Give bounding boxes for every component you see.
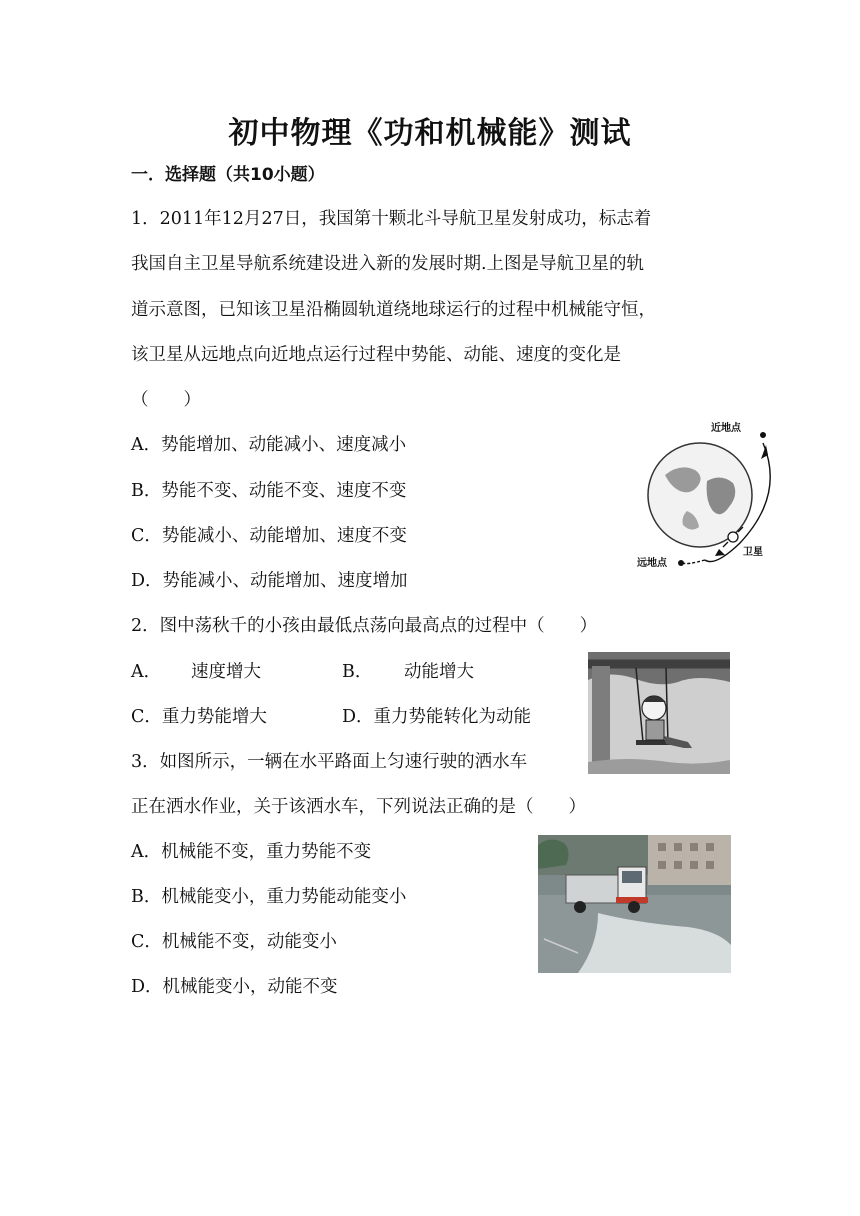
satellite-label: 卫星 xyxy=(743,547,763,558)
section-heading: 一．选择题（共10小题） xyxy=(131,165,325,185)
q1-line-2: 我国自主卫星导航系统建设进入新的发展时期.上图是导航卫星的轨 xyxy=(131,254,645,274)
q2-option-a-letter: A． xyxy=(131,662,162,682)
q1-answer-blank: （ ） xyxy=(131,390,201,410)
orbit-path-dashed xyxy=(683,560,705,564)
water-truck-figure xyxy=(538,835,731,973)
q3-option-b: B．机械能变小，重力势能动能变小 xyxy=(131,887,407,907)
q2-option-b-letter: B． xyxy=(342,662,373,682)
orbit-arrow-icon xyxy=(715,549,725,556)
q2-option-d: D．重力势能转化为动能 xyxy=(342,707,532,727)
swing-figure xyxy=(588,652,730,774)
perigee-label: 近地点 xyxy=(711,423,741,434)
child-body xyxy=(646,720,664,740)
satellite-orbit-figure xyxy=(635,415,785,575)
building xyxy=(648,835,731,885)
q1-option-a: A．势能增加、动能减小、速度减小 xyxy=(131,435,407,455)
q2-stem: 2．图中荡秋千的小孩由最低点荡向最高点的过程中（ ） xyxy=(131,616,598,636)
q1-option-b: B．势能不变、动能不变、速度不变 xyxy=(131,481,407,501)
q1-option-d: D．势能减小、动能增加、速度增加 xyxy=(131,571,408,591)
tree-trunk xyxy=(592,666,610,774)
q3-option-c: C．机械能不变，动能变小 xyxy=(131,932,337,952)
tree-shape xyxy=(538,839,569,869)
page-title: 初中物理《功和机械能》测试 xyxy=(228,116,632,151)
q2-option-b-text: 动能增大 xyxy=(404,662,474,682)
q1-option-c: C．势能减小、动能增加、速度不变 xyxy=(131,526,407,546)
q2-option-c: C．重力势能增大 xyxy=(131,707,267,727)
q1-line-1: 1．2011年12月27日，我国第十颗北斗导航卫星发射成功，标志着 xyxy=(131,209,652,229)
earth-icon xyxy=(648,443,752,547)
q3-option-d: D．机械能变小，动能不变 xyxy=(131,977,338,997)
apogee-label: 远地点 xyxy=(637,558,667,569)
q3-line-2: 正在洒水作业，关于该洒水车，下列说法正确的是（ ） xyxy=(131,797,586,817)
q1-line-4: 该卫星从远地点向近地点运行过程中势能、动能、速度的变化是 xyxy=(131,345,621,365)
q3-line-1: 3．如图所示，一辆在水平路面上匀速行驶的洒水车 xyxy=(131,752,528,772)
q1-line-3: 道示意图，已知该卫星沿椭圆轨道绕地球运行的过程中机械能守恒， xyxy=(131,300,656,320)
apogee-dot xyxy=(678,560,684,566)
perigee-dot xyxy=(760,432,766,438)
q2-option-a-text: 速度增大 xyxy=(191,662,261,682)
q3-option-a: A．机械能不变，重力势能不变 xyxy=(131,842,372,862)
